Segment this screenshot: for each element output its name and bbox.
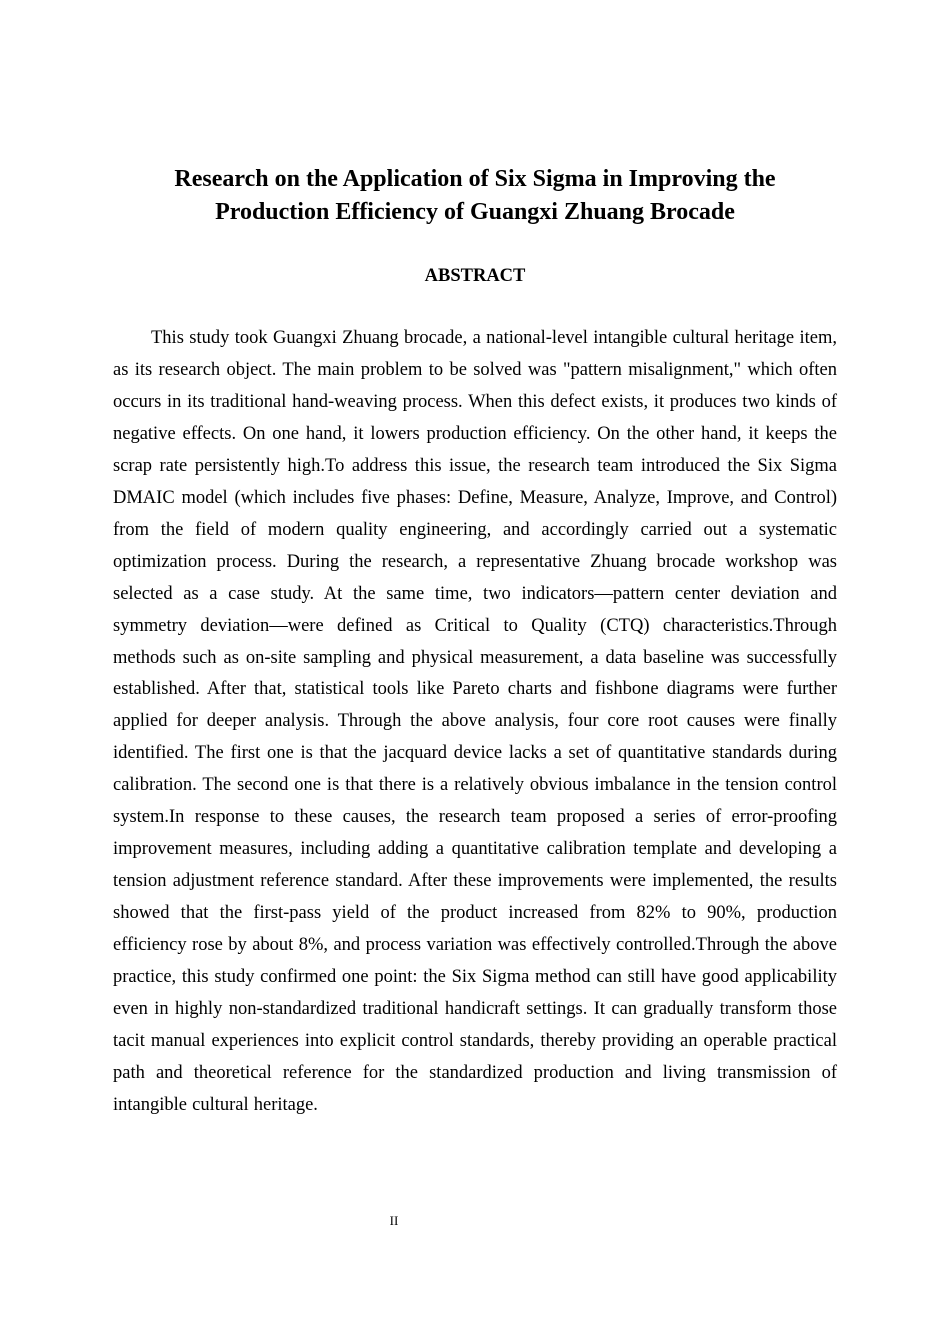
abstract-paragraph: This study took Guangxi Zhuang brocade, a national-level intangible cultural heritage item, as its research object. The main problem to be solved was "pattern misalignment," which often occurs in its traditional hand-weaving process. When this defect exists, it produces two kinds of negative effects. On one hand, it lowers production efficiency. On the other hand, it keeps the scrap rate persistently high.To address this issue, the research team introduced the Six Sigma DMAIC model (which includes five phases: Define, Measure, Analyze, Improve, and Control) from the field of modern quality engineering, and accordingly carried out a systematic optimization process. During the research, a representative Zhuang brocade workshop was selected as a case study. At the same time, two indicators—pattern center deviation and symmetry deviation—were defined as Critical to Quality (CTQ) characteristics.Through methods such as on-site sampling and physical measurement, a data baseline was successfully established. After that, statistical tools like Pareto charts and fishbone diagrams were further applied for deeper analysis. Through the above analysis, four core root causes were finally identified. The first one is that the jacquard device lacks a set of quantitative standards during calibration. The second one is that there is a relatively obvious imbalance in the tension control system.In response to these causes, the research team proposed a series of error-proofing improvement measures, including adding a quantitative calibration template and developing a tension adjustment reference standard. After these improvements were implemented, the results showed that the first-pass yield of the product increased from 82% to 90%, production efficiency rose by about 8%, and process variation was effectively controlled.Through the above practice, this study confirmed one point: the Six Sigma method can still have good applicability even in highly non-standardized traditional handicraft settings. It can gradually transform those tacit manual experiences into explicit control standards, thereby providing an operable practical path and theoretical reference for the standardized production and living transmission of intangible cultural heritage. [113,328,837,1115]
paper-title-line-1: Research on the Application of Six Sigma in Improving the [174,166,776,192]
page-number: II [389,1213,399,1228]
paper-title-line-2: Production Efficiency of Guangxi Zhuang Brocade [215,199,735,225]
paper-title [113,163,837,229]
abstract-heading: ABSTRACT [424,266,526,286]
